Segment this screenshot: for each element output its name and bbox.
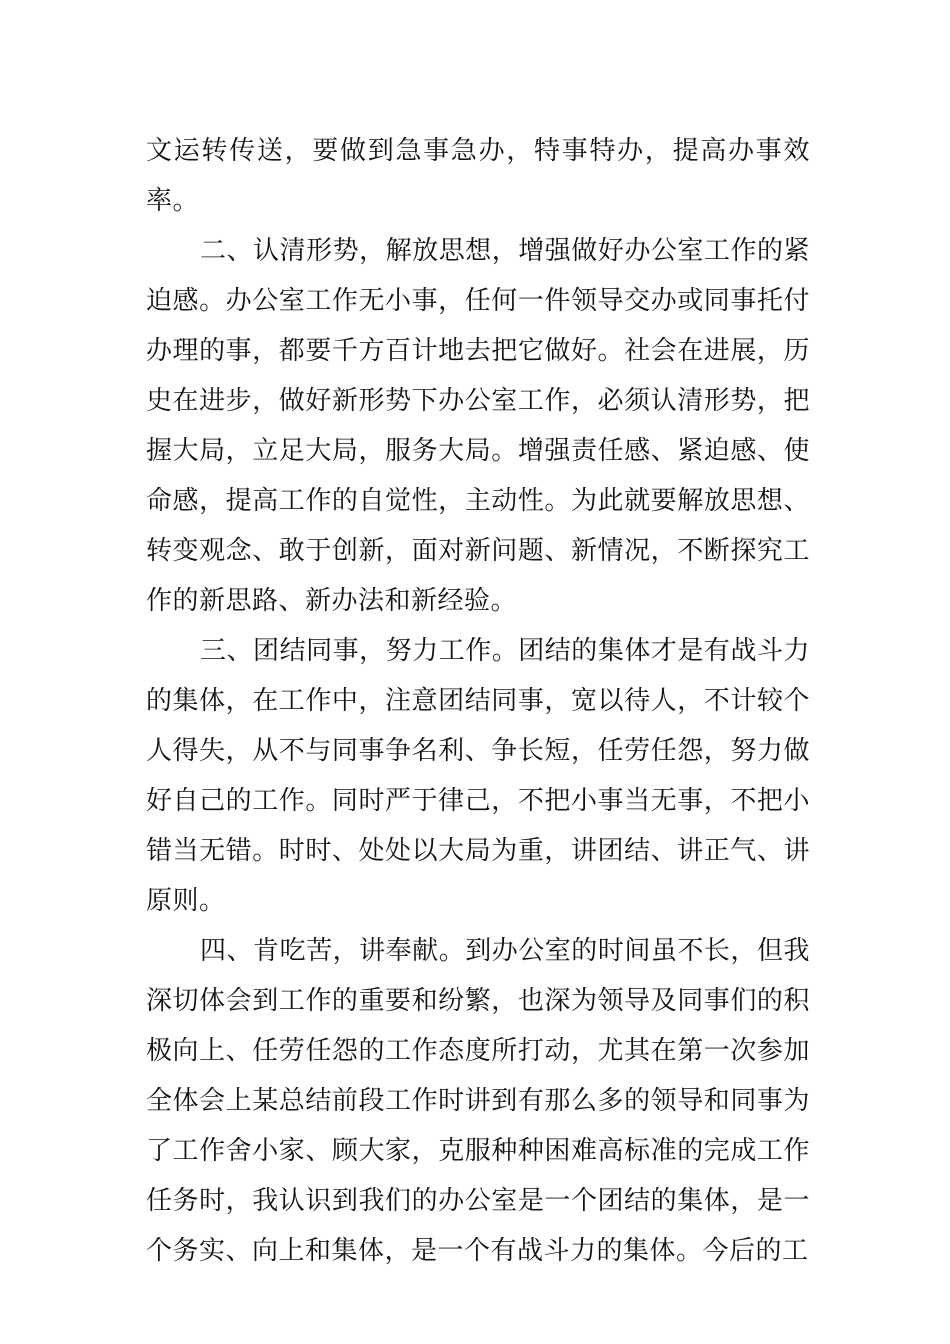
paragraph-section-3: 三、团结同事，努力工作。团结的集体才是有战斗力的集体，在工作中，注意团结同事，宽以待人，不计较个人得失，从不与同事争名利、争长短，任劳任怨，努力做好自己的工作。同时严于律己，不把小事当无事，不把小错当无错。时时、处处以大局为重，讲团结、讲正气、讲原则。 <box>146 636 810 916</box>
paragraph-continuation: 文运转传送，要做到急事急办，特事特办，提高办事效率。 <box>146 136 810 216</box>
document-body <box>146 126 810 1276</box>
paragraph-section-2: 二、认清形势，解放思想，增强做好办公室工作的紧迫感。办公室工作无小事，任何一件领导交办或同事托付办理的事，都要千方百计地去把它做好。社会在进展，历史在进步，做好新形势下办公室工作，必须认清形势，把握大局，立足大局，服务大局。增强责任感、紧迫感、使命感，提高工作的自觉性，主动性。为此就要解放思想、转变观念、敢于创新，面对新问题、新情况，不断探究工作的新思路、新办法和新经验。 <box>146 236 810 616</box>
paragraph-section-4: 四、肯吃苦，讲奉献。到办公室的时间虽不长，但我深切体会到工作的重要和纷繁，也深为领导及同事们的积极向上、任劳任怨的工作态度所打动，尤其在第一次参加全体会上某总结前段工作时讲到有那么多的领导和同事为了工作舍小家、顾大家，克服种种困难高标准的完成工作任务时，我认识到我们的办公室是一个团结的集体，是一个务实、向上和集体，是一个有战斗力的集体。今后的工 <box>146 936 810 1266</box>
